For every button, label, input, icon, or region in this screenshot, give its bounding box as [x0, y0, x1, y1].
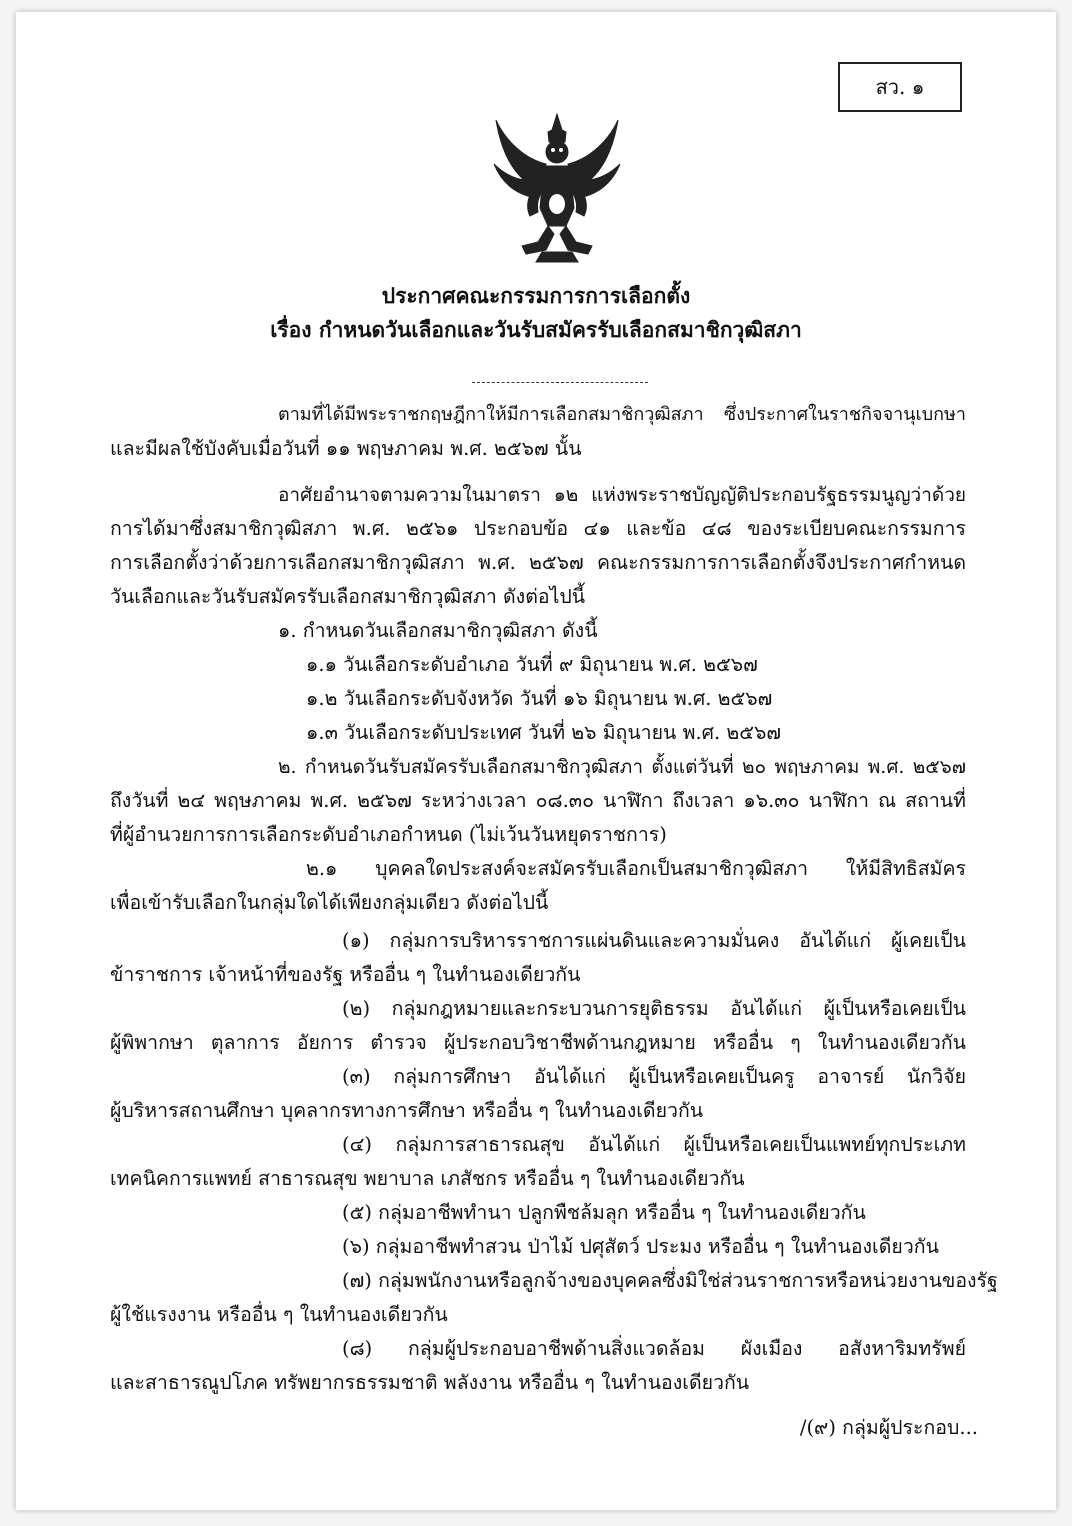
body-line: วันเลือกและวันรับสมัครรับเลือกสมาชิกวุฒิสภา ดังต่อไปนี้ [110, 585, 586, 608]
group-item: (๕) กลุ่มอาชีพทำนา ปลูกพืชล้มลุก หรืออื่น ๆ ในทำนองเดียวกัน [342, 1201, 866, 1224]
body-line: ผู้พิพากษา ตุลาการ อัยการ ตำรวจ ผู้ประกอบวิชาชีพด้านกฎหมาย หรืออื่น ๆ ในทำนองเดียวกัน [110, 1031, 966, 1054]
continuation-note: /(๙) กลุ่มผู้ประกอบ... [799, 1416, 978, 1439]
group-item: (๘) กลุ่มผู้ประกอบอาชีพด้านสิ่งแวดล้อม ผังเมือง อสังหาริมทรัพย์ [342, 1337, 966, 1360]
body-line: ตามที่ได้มีพระราชกฤษฎีกาให้มีการเลือกสมาชิกวุฒิสภา ซึ่งประกาศในราชกิจจานุเบกษา [278, 404, 966, 425]
list-item: ๑.๑ วันเลือกระดับอำเภอ วันที่ ๙ มิถุนายน พ.ศ. ๒๕๖๗ [306, 653, 758, 676]
group-item: (๓) กลุ่มการศึกษา อันได้แก่ ผู้เป็นหรือเคยเป็นครู อาจารย์ นักวิจัย [342, 1065, 966, 1088]
group-item: (๑) กลุ่มการบริหารราชการแผ่นดินและความมั่นคง อันได้แก่ ผู้เคยเป็น [342, 929, 966, 952]
body-line: การได้มาซึ่งสมาชิกวุฒิสภา พ.ศ. ๒๕๖๑ ประกอบข้อ ๔๑ และข้อ ๔๘ ของระเบียบคณะกรรมการ [110, 517, 966, 540]
body-line: การเลือกตั้งว่าด้วยการเลือกสมาชิกวุฒิสภา พ.ศ. ๒๕๖๗ คณะกรรมการการเลือกตั้งจึงประกาศกำหนด [110, 551, 966, 574]
body-line: ข้าราชการ เจ้าหน้าที่ของรัฐ หรืออื่น ๆ ในทำนองเดียวกัน [110, 963, 581, 986]
group-item: (๖) กลุ่มอาชีพทำสวน ป่าไม้ ปศุสัตว์ ประมง หรืออื่น ๆ ในทำนองเดียวกัน [342, 1235, 939, 1258]
document-page [16, 12, 1056, 1510]
group-item: (๗) กลุ่มพนักงานหรือลูกจ้างของบุคคลซึ่งมิใช่ส่วนราชการหรือหน่วยงานของรัฐ [342, 1269, 998, 1292]
section-2-heading: ๒. กำหนดวันรับสมัครรับเลือกสมาชิกวุฒิสภา ตั้งแต่วันที่ ๒๐ พฤษภาคม พ.ศ. ๒๕๖๗ [278, 756, 966, 778]
list-item: ๑.๒ วันเลือกระดับจังหวัด วันที่ ๑๖ มิถุนายน พ.ศ. ๒๕๖๗ [306, 687, 773, 710]
body-line: และมีผลใช้บังคับเมื่อวันที่ ๑๑ พฤษภาคม พ.ศ. ๒๕๖๗ นั้น [110, 437, 582, 460]
body-line: ผู้บริหารสถานศึกษา บุคลากรทางการศึกษา หรืออื่น ๆ ในทำนองเดียวกัน [110, 1099, 704, 1122]
document-number-box [838, 62, 962, 112]
announcement-subject: เรื่อง กำหนดวันเลือกและวันรับสมัครรับเลือกสมาชิกวุฒิสภา [270, 317, 802, 342]
list-item: ๑.๓ วันเลือกระดับประเทศ วันที่ ๒๖ มิถุนายน พ.ศ. ๒๕๖๗ [306, 721, 782, 744]
title-divider [472, 382, 648, 383]
body-line: เพื่อเข้ารับเลือกในกลุ่มใดได้เพียงกลุ่มเดียว ดังต่อไปนี้ [110, 891, 549, 914]
body-line: อาศัยอำนาจตามความในมาตรา ๑๒ แห่งพระราชบัญญัติประกอบรัฐธรรมนูญว่าด้วย [278, 484, 966, 506]
document-number: สว. ๑ [875, 75, 925, 99]
announcement-title: ประกาศคณะกรรมการการเลือกตั้ง [381, 283, 691, 308]
body-line: ผู้ใช้แรงงาน หรืออื่น ๆ ในทำนองเดียวกัน [110, 1303, 448, 1326]
group-item: (๒) กลุ่มกฎหมายและกระบวนการยุติธรรม อันได้แก่ ผู้เป็นหรือเคยเป็น [342, 997, 966, 1020]
body-line: ที่ผู้อำนวยการการเลือกระดับอำเภอกำหนด (ไม่เว้นวันหยุดราชการ) [110, 823, 667, 846]
section-1-heading: ๑. กำหนดวันเลือกสมาชิกวุฒิสภา ดังนี้ [278, 619, 598, 642]
body-line: ถึงวันที่ ๒๔ พฤษภาคม พ.ศ. ๒๕๖๗ ระหว่างเวลา ๐๘.๓๐ นาฬิกา ถึงเวลา ๑๖.๓๐ นาฬิกา ณ สถานที่ [110, 789, 966, 812]
body-line: และสาธารณูปโภค ทรัพยากรธรรมชาติ พลังงาน หรืออื่น ๆ ในทำนองเดียวกัน [110, 1371, 750, 1394]
body-line: เทคนิคการแพทย์ สาธารณสุข พยาบาล เภสัชกร หรืออื่น ๆ ในทำนองเดียวกัน [110, 1167, 745, 1190]
garuda-emblem [482, 108, 632, 268]
group-item: (๔) กลุ่มการสาธารณสุข อันได้แก่ ผู้เป็นหรือเคยเป็นแพทย์ทุกประเภท [342, 1133, 966, 1156]
list-item: ๒.๑ บุคคลใดประสงค์จะสมัครรับเลือกเป็นสมาชิกวุฒิสภา ให้มีสิทธิสมัคร [306, 857, 966, 880]
